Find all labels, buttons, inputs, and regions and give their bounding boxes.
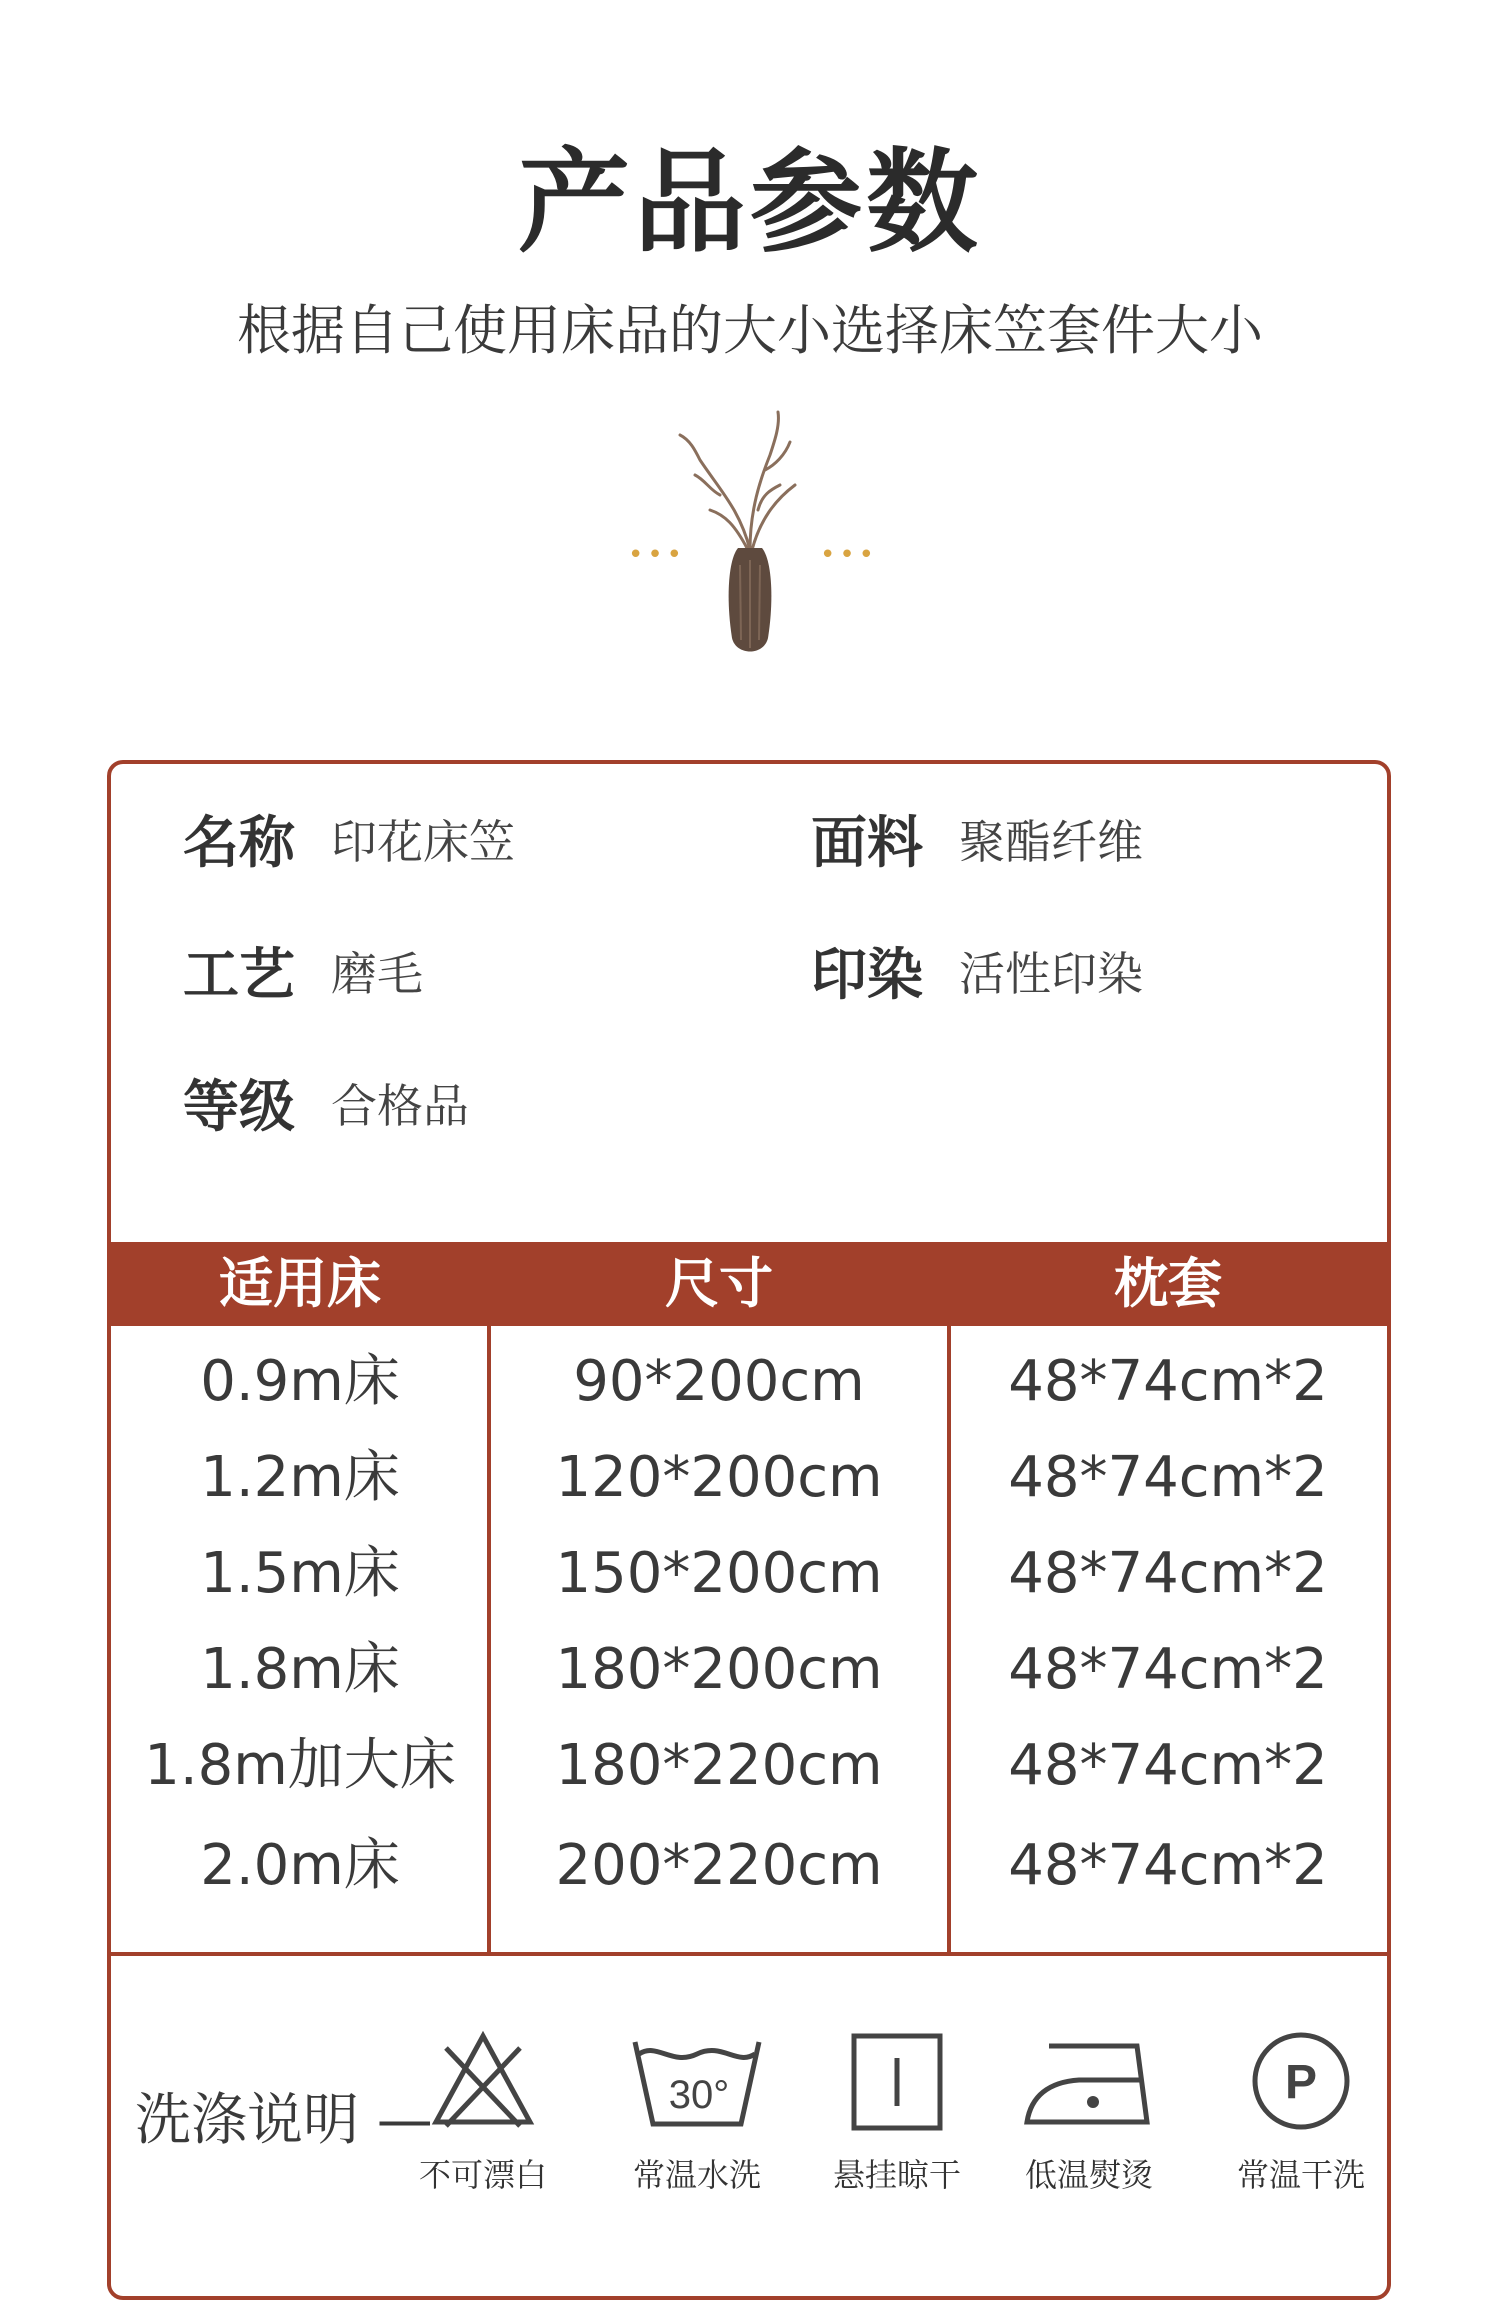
wash-item-no-bleach — [393, 2026, 573, 2196]
cell-pillowcase: 48*74cm*2 — [1008, 1541, 1328, 1606]
low-iron-icon — [1019, 2026, 1159, 2136]
cell-dimensions: 180*220cm — [555, 1733, 883, 1798]
cell-bed-size: 1.2m床 — [200, 1445, 400, 1510]
info-key: 等级 — [183, 1075, 295, 1140]
wash-item-label: 悬挂晾干 — [832, 2156, 961, 2194]
page-title: 产品参数 — [518, 138, 982, 268]
vase-illustration — [600, 400, 900, 670]
info-key: 面料 — [811, 811, 923, 876]
cell-pillowcase: 48*74cm*2 — [1008, 1833, 1328, 1898]
info-key: 名称 — [183, 811, 295, 876]
cell-dimensions: 180*200cm — [555, 1637, 883, 1702]
size-table-header — [111, 1242, 1387, 1326]
cell-bed-size: 1.8m加大床 — [144, 1733, 456, 1798]
cell-pillowcase: 48*74cm*2 — [1008, 1445, 1328, 1510]
cell-bed-size: 1.8m床 — [200, 1637, 400, 1702]
wash-item-dry-clean — [1211, 2026, 1391, 2196]
column-header-bed: 适用床 — [219, 1252, 381, 1315]
decorative-dots-left: ••• — [628, 540, 687, 570]
wash-item-low-iron — [999, 2026, 1179, 2196]
hang-dry-icon — [842, 2026, 952, 2136]
info-value: 合格品 — [331, 1079, 469, 1133]
cell-bed-size: 1.5m床 — [200, 1541, 400, 1606]
cell-pillowcase: 48*74cm*2 — [1008, 1349, 1328, 1414]
wash-item-label: 不可漂白 — [418, 2156, 547, 2194]
info-item-fabric — [811, 804, 1143, 874]
info-value: 磨毛 — [331, 947, 423, 1001]
product-parameter-card — [107, 760, 1391, 2300]
wash-item-label: 低温熨烫 — [1024, 2156, 1153, 2194]
wash-30-icon — [627, 2026, 767, 2136]
info-key: 工艺 — [183, 943, 295, 1008]
cell-pillowcase: 48*74cm*2 — [1008, 1637, 1328, 1702]
page-subtitle: 根据自己使用床品的大小选择床笠套件大小 — [237, 299, 1263, 362]
column-header-pillowcase: 枕套 — [1114, 1252, 1222, 1315]
wash-instructions-label: 洗涤说明 — — [135, 2088, 433, 2153]
cell-dimensions: 90*200cm — [573, 1349, 865, 1414]
cell-bed-size: 0.9m床 — [200, 1349, 400, 1414]
wash-item-hang-dry — [807, 2026, 987, 2196]
cell-bed-size: 2.0m床 — [200, 1833, 400, 1898]
wash-temperature: 30° — [668, 2073, 730, 2117]
wash-item-wash-30 — [607, 2026, 787, 2196]
info-value: 聚酯纤维 — [959, 815, 1143, 869]
column-header-size: 尺寸 — [665, 1252, 773, 1315]
cell-dimensions: 120*200cm — [555, 1445, 883, 1510]
no-bleach-icon — [428, 2026, 538, 2136]
info-value: 印花床笠 — [331, 815, 515, 869]
info-key: 印染 — [811, 943, 923, 1008]
cell-pillowcase: 48*74cm*2 — [1008, 1733, 1328, 1798]
cell-dimensions: 200*220cm — [555, 1833, 883, 1898]
dry-clean-letter: P — [1284, 2056, 1318, 2109]
wash-item-label: 常温干洗 — [1236, 2156, 1365, 2194]
info-item-grade — [183, 1068, 469, 1138]
info-item-dyeing — [811, 936, 1143, 1006]
section-divider — [111, 1952, 1387, 1956]
info-item-name — [183, 804, 515, 874]
wash-item-label: 常温水洗 — [632, 2156, 761, 2194]
dry-clean-icon — [1246, 2026, 1356, 2136]
decorative-dots-right: ••• — [820, 540, 879, 570]
cell-dimensions: 150*200cm — [555, 1541, 883, 1606]
info-item-craft — [183, 936, 423, 1006]
info-value: 活性印染 — [959, 947, 1143, 1001]
